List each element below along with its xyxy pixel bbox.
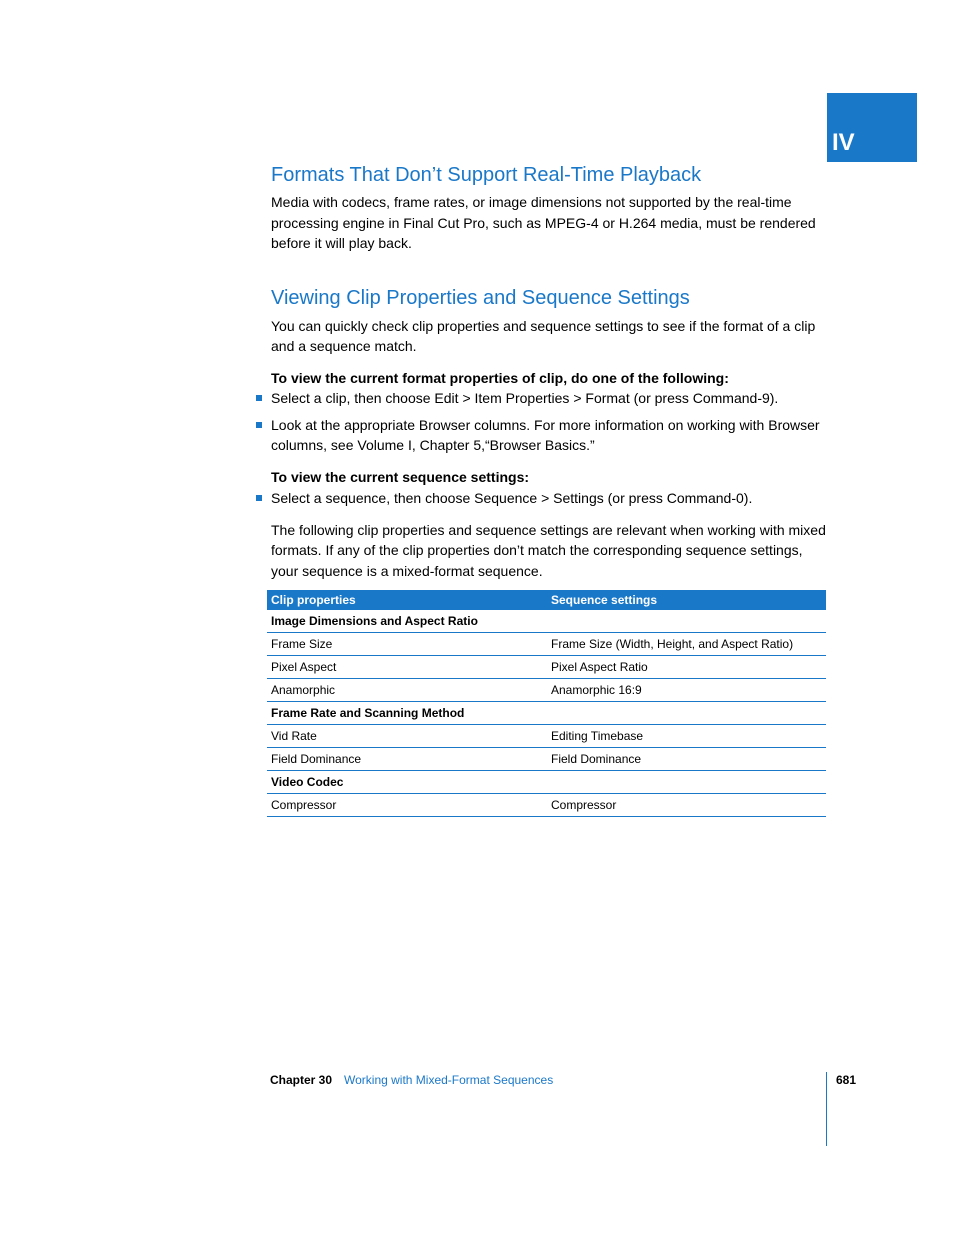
footer-divider — [826, 1072, 827, 1146]
column-header-clip-properties: Clip properties — [267, 590, 547, 610]
table-group-row — [267, 610, 826, 633]
list-item-text: Look at the appropriate Browser columns. For more information on working with Browser columns, see Volume I, Chapter 5,“Browser Basics.” — [271, 417, 820, 453]
properties-table — [267, 590, 826, 817]
table-cell: Frame Size (Width, Height, and Aspect Ratio) — [547, 633, 826, 656]
page-number: 681 — [836, 1073, 857, 1087]
bullet-list-clip — [271, 388, 827, 455]
table-cell: Image Dimensions and Aspect Ratio — [267, 610, 547, 633]
bullet-list-sequence — [271, 488, 827, 508]
list-item — [271, 415, 827, 455]
instruction-lead-clip: To view the current format properties of clip, do one of the following: — [271, 369, 729, 386]
square-bullet-icon — [256, 422, 262, 428]
table-cell: Pixel Aspect — [267, 656, 547, 679]
list-item-text: Select a clip, then choose Edit > Item Properties > Format (or press Command-9). — [271, 390, 779, 406]
footer-chapter-title: Working with Mixed-Format Sequences — [344, 1073, 554, 1087]
table-group-row — [267, 702, 826, 725]
list-item — [271, 388, 827, 408]
section-body-realtime: Media with codecs, frame rates, or image dimensions not supported by the real-time processing engine in Final Cut Pro, such as MPEG-4 or H.264 media, must be rendered before it will play back. — [271, 194, 816, 251]
table-cell: Editing Timebase — [547, 725, 826, 748]
column-header-sequence-settings: Sequence settings — [547, 590, 826, 610]
table-cell — [547, 771, 826, 794]
square-bullet-icon — [256, 395, 262, 401]
list-item — [271, 488, 827, 508]
table-row — [267, 633, 826, 656]
part-tab: IV — [827, 93, 917, 162]
table-group-row — [267, 771, 826, 794]
square-bullet-icon — [256, 495, 262, 501]
table-row — [267, 679, 826, 702]
table-header-row — [267, 590, 826, 610]
table-row — [267, 748, 826, 771]
section-body-viewing: You can quickly check clip properties and sequence settings to see if the format of a clip and a sequence match. — [271, 317, 816, 354]
footer-chapter-label: Chapter 30 — [270, 1073, 333, 1087]
section-heading-viewing: Viewing Clip Properties and Sequence Settings — [271, 286, 690, 309]
mixed-format-paragraph: The following clip properties and sequence settings are relevant when working with mixed formats. If any of the clip properties don’t match the corresponding sequence settings, your sequence is a mixed-format sequence. — [271, 521, 826, 579]
instruction-lead-sequence: To view the current sequence settings: — [271, 469, 530, 485]
main-content — [271, 160, 827, 581]
table-row — [267, 794, 826, 817]
section-heading-realtime: Formats That Don’t Support Real-Time Playback — [271, 164, 702, 186]
table-cell: Pixel Aspect Ratio — [547, 656, 826, 679]
table-row — [267, 725, 826, 748]
table-cell: Compressor — [547, 794, 826, 817]
table-row — [267, 656, 826, 679]
table-cell: Field Dominance — [267, 748, 547, 771]
list-item-text: Select a sequence, then choose Sequence > Settings (or press Command-0). — [271, 489, 753, 506]
table-cell: Vid Rate — [267, 725, 547, 748]
table-cell — [547, 610, 826, 633]
table-cell: Video Codec — [267, 771, 547, 794]
table-cell: Frame Size — [267, 633, 547, 656]
table-cell: Compressor — [267, 794, 547, 817]
table-cell: Frame Rate and Scanning Method — [267, 702, 547, 725]
table-cell: Field Dominance — [547, 748, 826, 771]
table-cell: Anamorphic 16:9 — [547, 679, 826, 702]
table-cell — [547, 702, 826, 725]
table-cell: Anamorphic — [267, 679, 547, 702]
